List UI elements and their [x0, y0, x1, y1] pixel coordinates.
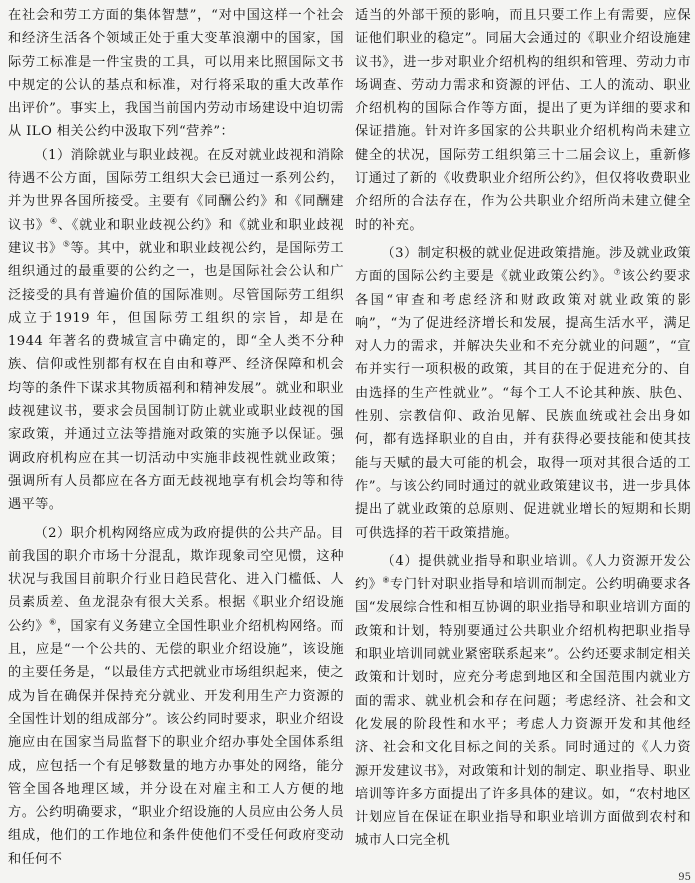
page-number: 95 [678, 872, 691, 883]
right-p3-text-a: （4）提供就业指导和职业培训。《人力资源开发公约》 [355, 553, 691, 593]
left-p2-text-b: 、《就业和职业歧视公约》和《就业和职业歧视建议书》 [8, 217, 345, 256]
left-column [8, 4, 344, 871]
footnote-ref-4: ④ [49, 216, 58, 226]
footnote-ref-7: ⑦ [613, 267, 622, 277]
left-p2-text-c: 等。其中，就业和职业歧视公约，是国际劳工组织通过的最重要的公约之一，也是国际社会公认和广泛接受的具有普遍价值的国际准则。尽管国际劳工组织成立于1919 年，但国际劳工组织的宗旨，却是在 1944 年著名的费城宣言中确定的，即“全人类不分种族、信仰或性别都有权在自由和尊严、经济保障和机会均等的条件下谋求其物质福利和精神发展”。就业和职业歧视建议书，要求会员国制订防止就业或职业歧视的国家政策，并通过立法等措施对政策的实施予以保证。强调政府机构应在其一切活动中实施非歧视性就业政策；强调所有人员都应在各方面无歧视地享有机会均等和待遇平等。 [8, 240, 345, 513]
right-paragraph-2 [355, 242, 691, 545]
right-p2-text-b: 该公约要求各国“审查和考虑经济和财政政策对就业政策的影响”，“为了促进经济增长和发展，提高生活水平，满足对人力的需求，并解决失业和不充分就业的问题”，“宣布并实行一项积极的政策，其目的在于促进充分的、自由选择的生产性就业”。“每个工人不论其种族、肤色、性别、宗教信仰、政治见解、民族血统或社会出身如何，都有选择职业的自由，并有获得必要技能和使其技能与天赋的最大可能的机会，取得一项对其很合适的工作”。与该公约同时通过的就业政策建议书，进一步具体提出了就业政策的总原则、促进就业增长的短期和长期可供选择的若干政策措施。 [355, 269, 692, 541]
footnote-ref-8: ⑧ [382, 575, 391, 585]
right-p3-text-b: 专门针对职业指导和培训而制定。公约明确要求各国“发展综合性和相互协调的职业指导和职业培训方面的政策和计划，特别要通过公共职业介绍机构把职业指导和职业培训同就业紧密联系起来”。公约还要求制定相关政策和计划时，应充分考虑到地区和全国范围内就业方面的需求、就业机会和存在问题；考虑经济、社会和文化发展的阶段性和水平；考虑人力资源开发和其他经济、社会和文化目标之间的关系。同时通过的《人力资源开发建议书》，对政策和计划的制定、职业指导、职业培训等许多方面提出了许多具体的建议。如，“农村地区计划应旨在保证在职业指导和职业培训方面做到农村和城市人口完全机 [355, 577, 691, 849]
left-p3-text-b: ，国家有义务建立全国性职业介绍机构网络。而且，应是“一个公共的、无偿的职业介绍设施”，该设施的主要任务是，“以最佳方式把就业市场组织起来，使之成为旨在确保并保持充分就业、开发利用生产力资源的全国性计划的组成部分”。该公约同时要求，职业介绍设施应由在国家当局监督下的职业介绍办事处全国体系组成，应包括一个有足够数量的地方办事处的网络，能分管全国各地理区域，并分设在对雇主和工人方便的地方。公约明确要求，“职业介绍设施的人员应由公务人员组成，他们的工作地位和条件使他们不受任何政府变动和任何不 [8, 618, 344, 867]
right-column [355, 4, 691, 853]
left-p3-text-a: （2）职介机构网络应成为政府提供的公共产品。目前我国的职介市场十分混乱，欺诈现象司空见惯，这种状况与我国目前职介行业日趋民营化、进入门槛低、人员素质差、鱼龙混杂有很大关系。根据《职业介绍设施公约》 [8, 525, 344, 634]
left-paragraph-2 [8, 144, 344, 517]
left-paragraph-1: 在社会和劳工方面的集体智慧”，“对中国这样一个社会和经济生活各个领域正处于重大变革浪潮中的国家，国际劳工标准是一件宝贵的工具，可以用来比照国际文书中规定的公认的基点和标准，对行将采取的重大改革作出评价”。事实上，我国当前国内劳动市场建设中迫切需从 ILO 相关公约中汲取下列“营养”： [8, 8, 344, 140]
right-p2-text-a: （3）制定积极的就业促进政策措施。涉及就业政策方面的国际公约主要是《就业政策公约》。 [355, 245, 691, 285]
left-paragraph-3 [8, 522, 344, 871]
right-paragraph-3 [355, 550, 691, 853]
right-paragraph-1: 适当的外部干预的影响，而且只要工作上有需要，应保证他们职业的稳定”。同届大会通过的《职业介绍设施建议书》，进一步对职业介绍机构的组织和管理、劳动力市场调查、劳动力需求和资源的评估、工人的流动、职业介绍机构的国际合作等方面，提出了更为详细的要求和保证措施。针对许多国家的公共职业介绍机构尚未建立健全的状况，国际劳工组织第三十二届会议上，重新修订通过了新的《收费职业介绍所公约》，但仅将收费职业介绍所的合法存在，作为公共职业介绍所尚未建立健全时的补充。 [355, 8, 691, 233]
footnote-ref-5: ⑤ [62, 239, 71, 249]
footnote-ref-6: ⑥ [49, 617, 57, 627]
left-p2-text-a: （1）消除就业与职业歧视。在反对就业歧视和消除待遇不公方面，国际劳工组织大会已通过一系列公约，并为世界各国所接受。主要有《同酬公约》和《同酬建议书》 [8, 147, 344, 233]
